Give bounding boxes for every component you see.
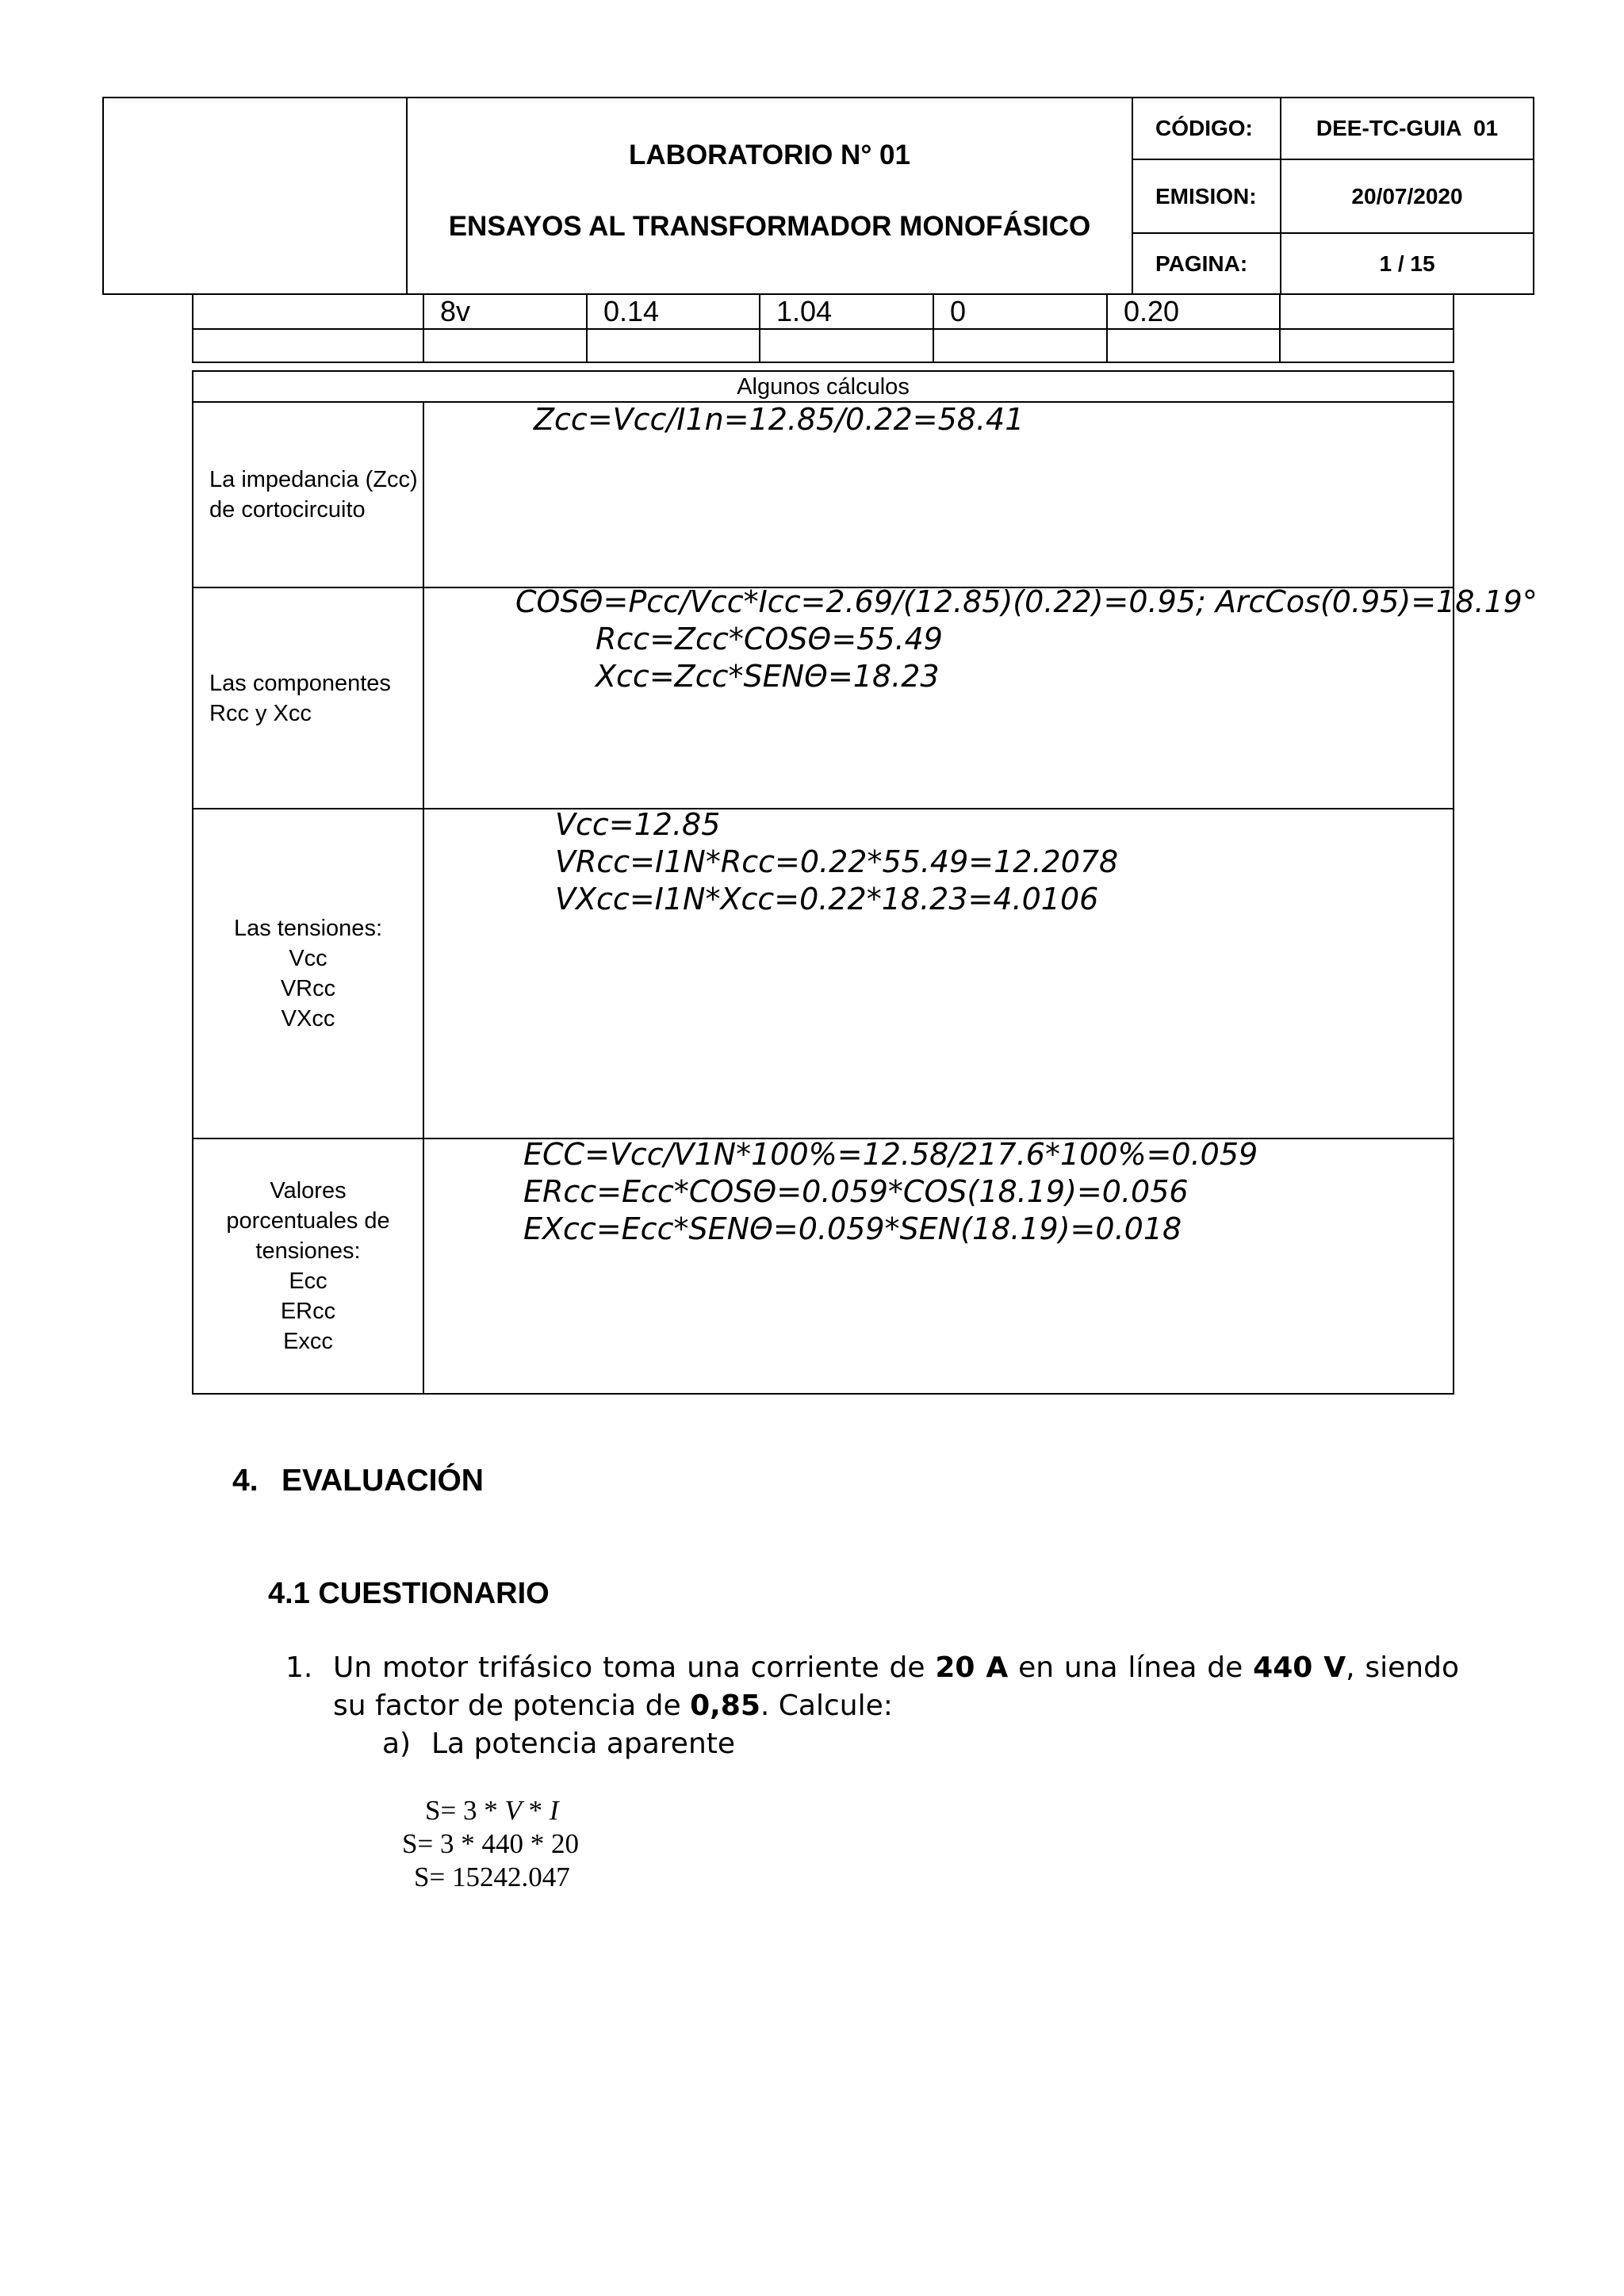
table-cell — [193, 329, 423, 362]
title-cell — [408, 98, 1133, 293]
calculations-caption: Algunos cálculos — [193, 371, 1454, 402]
formula-line — [425, 1793, 559, 1827]
document-header — [102, 97, 1534, 295]
calc-line: Zcc=Vcc/I1n=12.85/0.22=58.41 — [534, 402, 1025, 437]
calc-line: ERcc=Ecc*COSΘ=0.059*COS(18.19)=0.056 — [523, 1174, 1189, 1209]
calc-line: Xcc=Zcc*SENΘ=18.23 — [596, 659, 940, 694]
formula-part: S= 3 * — [425, 1795, 505, 1826]
table-row — [193, 1138, 1454, 1394]
row-label-impedance: La impedancia (Zcc) de cortocircuito — [193, 402, 423, 587]
label-line: Excc — [283, 1329, 333, 1354]
code-label: CÓDIGO: — [1133, 98, 1281, 159]
question-text-part: en una línea de — [1008, 1651, 1254, 1684]
label-line: VRcc — [280, 976, 336, 1001]
section-heading — [232, 1464, 484, 1498]
label-line: VXcc — [281, 1006, 335, 1031]
table-cell — [423, 329, 587, 362]
calc-line: VRcc=I1N*Rcc=0.22*55.49=12.2078 — [555, 844, 1119, 879]
emission-value: 20/07/2020 — [1351, 183, 1463, 209]
question-text-part: Un motor trifásico toma una corriente de — [333, 1651, 936, 1684]
logo-cell — [104, 98, 408, 293]
page-label: PAGINA: — [1133, 234, 1281, 293]
question-text — [333, 1649, 1459, 1725]
label-line: tensiones: — [255, 1238, 361, 1264]
table-row — [193, 402, 1454, 587]
emission-row — [1133, 160, 1533, 234]
subsection-heading: 4.1 CUESTIONARIO — [268, 1577, 550, 1610]
calc-line: ECC=Vcc/V1N*100%=12.58/217.6*100%=0.059 — [523, 1137, 1258, 1172]
row-label-tensions — [193, 809, 423, 1138]
calc-line: Rcc=Zcc*COSΘ=55.49 — [596, 622, 943, 656]
voltage-value: 440 V — [1253, 1651, 1346, 1684]
table-cell: 1.04 — [760, 295, 933, 329]
page-row — [1133, 234, 1533, 293]
formula-line: S= 3 * 440 * 20 — [402, 1828, 579, 1859]
table-cell — [1107, 329, 1280, 362]
impedance-calc — [423, 402, 1454, 587]
table-row — [193, 329, 1454, 362]
header-meta — [1133, 98, 1533, 293]
sub-question-text: La potencia aparente — [431, 1728, 736, 1760]
code-value: DEE-TC-GUIA 01 — [1316, 116, 1499, 140]
table-row — [193, 587, 1454, 809]
calc-line: Vcc=12.85 — [555, 807, 721, 842]
label-line: porcentuales de — [226, 1208, 390, 1234]
lab-subtitle: ENSAYOS AL TRANSFORMADOR MONOFÁSICO — [448, 211, 1091, 242]
table-cell — [587, 329, 760, 362]
table-cell — [1280, 295, 1454, 329]
calc-line: EXcc=Ecc*SENΘ=0.059*SEN(18.19)=0.018 — [523, 1211, 1182, 1246]
formula-var: V — [504, 1795, 522, 1826]
table-cell: 0.20 — [1107, 295, 1280, 329]
calc-line: VXcc=I1N*Xcc=0.22*18.23=4.0106 — [555, 882, 1099, 916]
calculations-table — [192, 370, 1538, 1395]
sub-question-letter: a) — [382, 1728, 412, 1760]
code-row — [1133, 98, 1533, 160]
label-line: ERcc — [280, 1299, 336, 1324]
table-cell: 0.14 — [587, 295, 760, 329]
table-cell: 8v — [423, 295, 587, 329]
table-row — [193, 295, 1454, 329]
question-number: 1. — [285, 1651, 313, 1684]
formula-line: S= 15242.047 — [414, 1862, 570, 1892]
label-line: Valores — [270, 1178, 347, 1203]
measurement-table — [192, 295, 1454, 363]
table-cell — [933, 329, 1107, 362]
page-value: 1 / 15 — [1379, 251, 1435, 276]
question-text-part: . Calcule: — [760, 1689, 893, 1722]
row-label-components: Las componentes Rcc y Xcc — [193, 587, 423, 809]
table-cell — [1280, 329, 1454, 362]
label-line: Vcc — [289, 946, 327, 971]
formula-var: I — [549, 1795, 559, 1826]
calculations-caption-row — [193, 371, 1454, 402]
sub-question-a — [382, 1725, 1459, 1763]
question-text-part: , siendo su factor de potencia de — [333, 1651, 1459, 1722]
label-line: Las tensiones: — [233, 916, 382, 941]
label-line: Ecc — [289, 1269, 327, 1294]
percentages-calc — [423, 1138, 1454, 1394]
table-cell: 0 — [933, 295, 1107, 329]
calc-line: COSΘ=Pcc/Vcc*Icc=2.69/(12.85)(0.22)=0.95; ArcCos(0.95)=18.19° — [515, 584, 1538, 619]
table-cell — [193, 295, 423, 329]
formula-part: * — [521, 1795, 550, 1826]
row-label-percentages — [193, 1138, 423, 1394]
table-row — [193, 809, 1454, 1138]
lab-title: LABORATORIO N° 01 — [629, 140, 910, 170]
emission-label: EMISION: — [1133, 160, 1281, 232]
power-factor-value: 0,85 — [690, 1689, 760, 1722]
section-number: 4. — [232, 1464, 259, 1498]
tensions-calc — [423, 809, 1454, 1138]
components-calc — [423, 584, 1538, 809]
table-cell — [760, 329, 933, 362]
section-title: EVALUACIÓN — [282, 1464, 484, 1498]
current-value: 20 A — [935, 1651, 1009, 1684]
question-1 — [285, 1649, 1459, 1763]
